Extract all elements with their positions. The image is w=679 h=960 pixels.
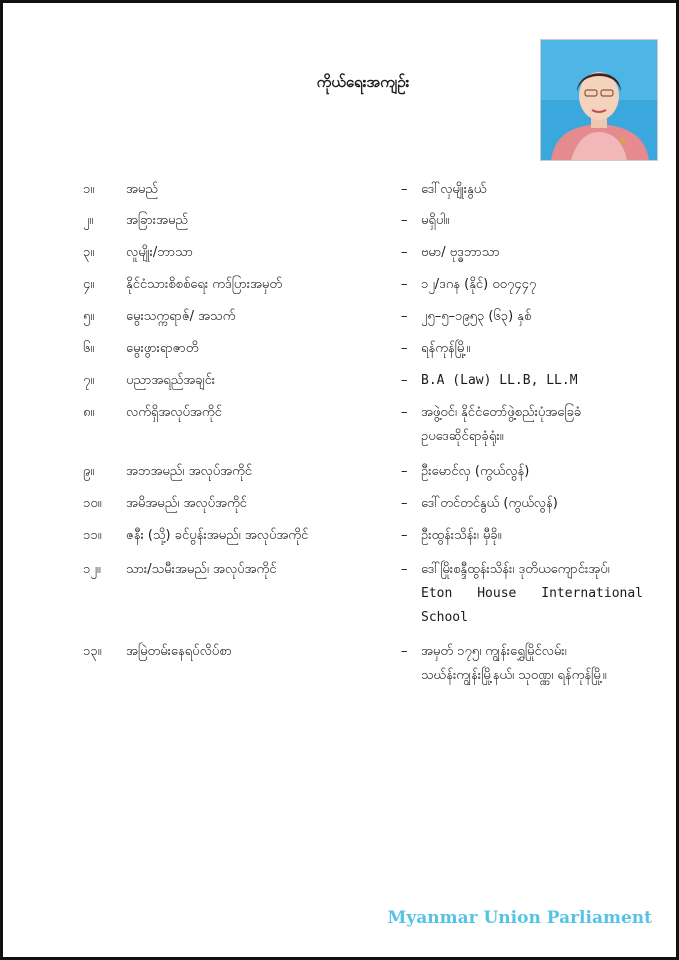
item-value: B.A (Law) LL.B, LL.M [421, 373, 578, 388]
separator-dash: – [401, 373, 408, 388]
item-label: ဇနီး (သို့) ခင်ပွန်းအမည်၊ အလုပ်အကိုင် [126, 528, 309, 543]
item-label: အခြားအမည် [126, 213, 189, 228]
item-value: မရှိပါ။ [421, 213, 450, 228]
item-value: ရန်ကုန်မြို့။ [421, 341, 471, 356]
item-label: သား/သမီးအမည်၊ အလုပ်အကိုင် [126, 562, 277, 577]
item-label: မွေးဖွားရာဇာတိ [126, 341, 199, 356]
page-title: ကိုယ်ရေးအကျဉ်း [316, 73, 410, 91]
separator-dash: – [401, 245, 408, 260]
item-number: ၁၂။ [83, 562, 101, 577]
item-number: ၁၁။ [83, 528, 102, 543]
separator-dash: – [401, 496, 408, 511]
item-value-line: Eton House International [421, 586, 643, 601]
item-label: လက်ရှိအလုပ်အကိုင် [126, 405, 222, 420]
item-number: ၄။ [83, 277, 95, 292]
item-label: ပညာအရည်အချင်း [126, 373, 216, 388]
item-value: ၁၂/ဒဂန (နိုင်) ၀၀၇၄၄၇ [421, 277, 537, 292]
item-label: အမည် [126, 182, 158, 197]
item-number: ၅။ [83, 309, 95, 324]
item-value-line: School [421, 610, 468, 625]
separator-dash: – [401, 182, 408, 197]
item-value-line: သဃ်န်းကျွန်းမြို့နယ်၊ သုဝဏ္ဏ၊ ရန်ကုန်မြို့။ [421, 668, 607, 683]
item-number: ၁။ [83, 182, 95, 197]
portrait-photo [540, 39, 658, 161]
separator-dash: – [401, 528, 408, 543]
item-label: အမြဲတမ်းနေရပ်လိပ်စာ [126, 644, 232, 659]
item-number: ၈။ [83, 405, 95, 420]
item-label: နိုင်ငံသားစိစစ်ရေး ကဒ်ပြားအမှတ် [126, 277, 283, 292]
item-label: အမိအမည်၊ အလုပ်အကိုင် [126, 496, 247, 511]
item-number: ၇။ [83, 373, 95, 388]
separator-dash: – [401, 213, 408, 228]
item-value: ဗမာ/ ဗုဒ္ဓဘာသာ [421, 245, 500, 260]
item-label: လူမျိုး/ဘာသာ [126, 245, 193, 260]
footer-watermark: Myanmar Union Parliament [387, 908, 652, 928]
item-value: ဦးမောင်လှ (ကွယ်လွန်) [421, 464, 530, 479]
item-value-line: အဖွဲ့ဝင်၊ နိုင်ငံတော်ဖွဲ့စည်းပုံအခြေခံ [421, 405, 582, 420]
separator-dash: – [401, 464, 408, 479]
separator-dash: – [401, 341, 408, 356]
item-label: မွေးသက္ကရာဇ်/ အသက် [126, 309, 236, 324]
item-value-line: ဒေါ်မြိုးစန္ဒီထွန်းသိန်း၊ ဒုတိယကျောင်းအုပ်၊ [421, 562, 610, 577]
item-value: ဒေါ်တင်တင်နွယ် (ကွယ်လွန်) [421, 496, 558, 511]
item-value: ဦးထွန်းသိန်း၊ မှီခို။ [421, 528, 502, 543]
item-value [421, 401, 643, 449]
item-number: ၂။ [83, 213, 94, 228]
item-value: ၂၅–၅–၁၉၅၃ (၆၃) နှစ် [421, 309, 532, 324]
item-number: ၆။ [83, 341, 95, 356]
item-value: ဒေါ်လှမျိုးနွယ် [421, 182, 487, 197]
item-value [421, 640, 643, 688]
separator-dash: – [401, 644, 408, 659]
separator-dash: – [401, 277, 408, 292]
item-number: ၁၀။ [83, 496, 102, 511]
portrait-illustration [541, 40, 657, 160]
item-value [421, 558, 643, 630]
separator-dash: – [401, 309, 408, 324]
item-number: ၉။ [83, 464, 95, 479]
item-number: ၁၃။ [83, 644, 102, 659]
separator-dash: – [401, 405, 408, 420]
separator-dash: – [401, 562, 408, 577]
item-value-line: ဥပဒေဆိုင်ရာခုံရုံး။ [421, 429, 504, 444]
item-value-line: အမှတ် ၁၇၅၊ ကျွန်းရွှေမြိုင်လမ်း၊ [421, 644, 567, 659]
item-number: ၃။ [83, 245, 95, 260]
item-label: အဘအမည်၊ အလုပ်အကိုင် [126, 464, 252, 479]
